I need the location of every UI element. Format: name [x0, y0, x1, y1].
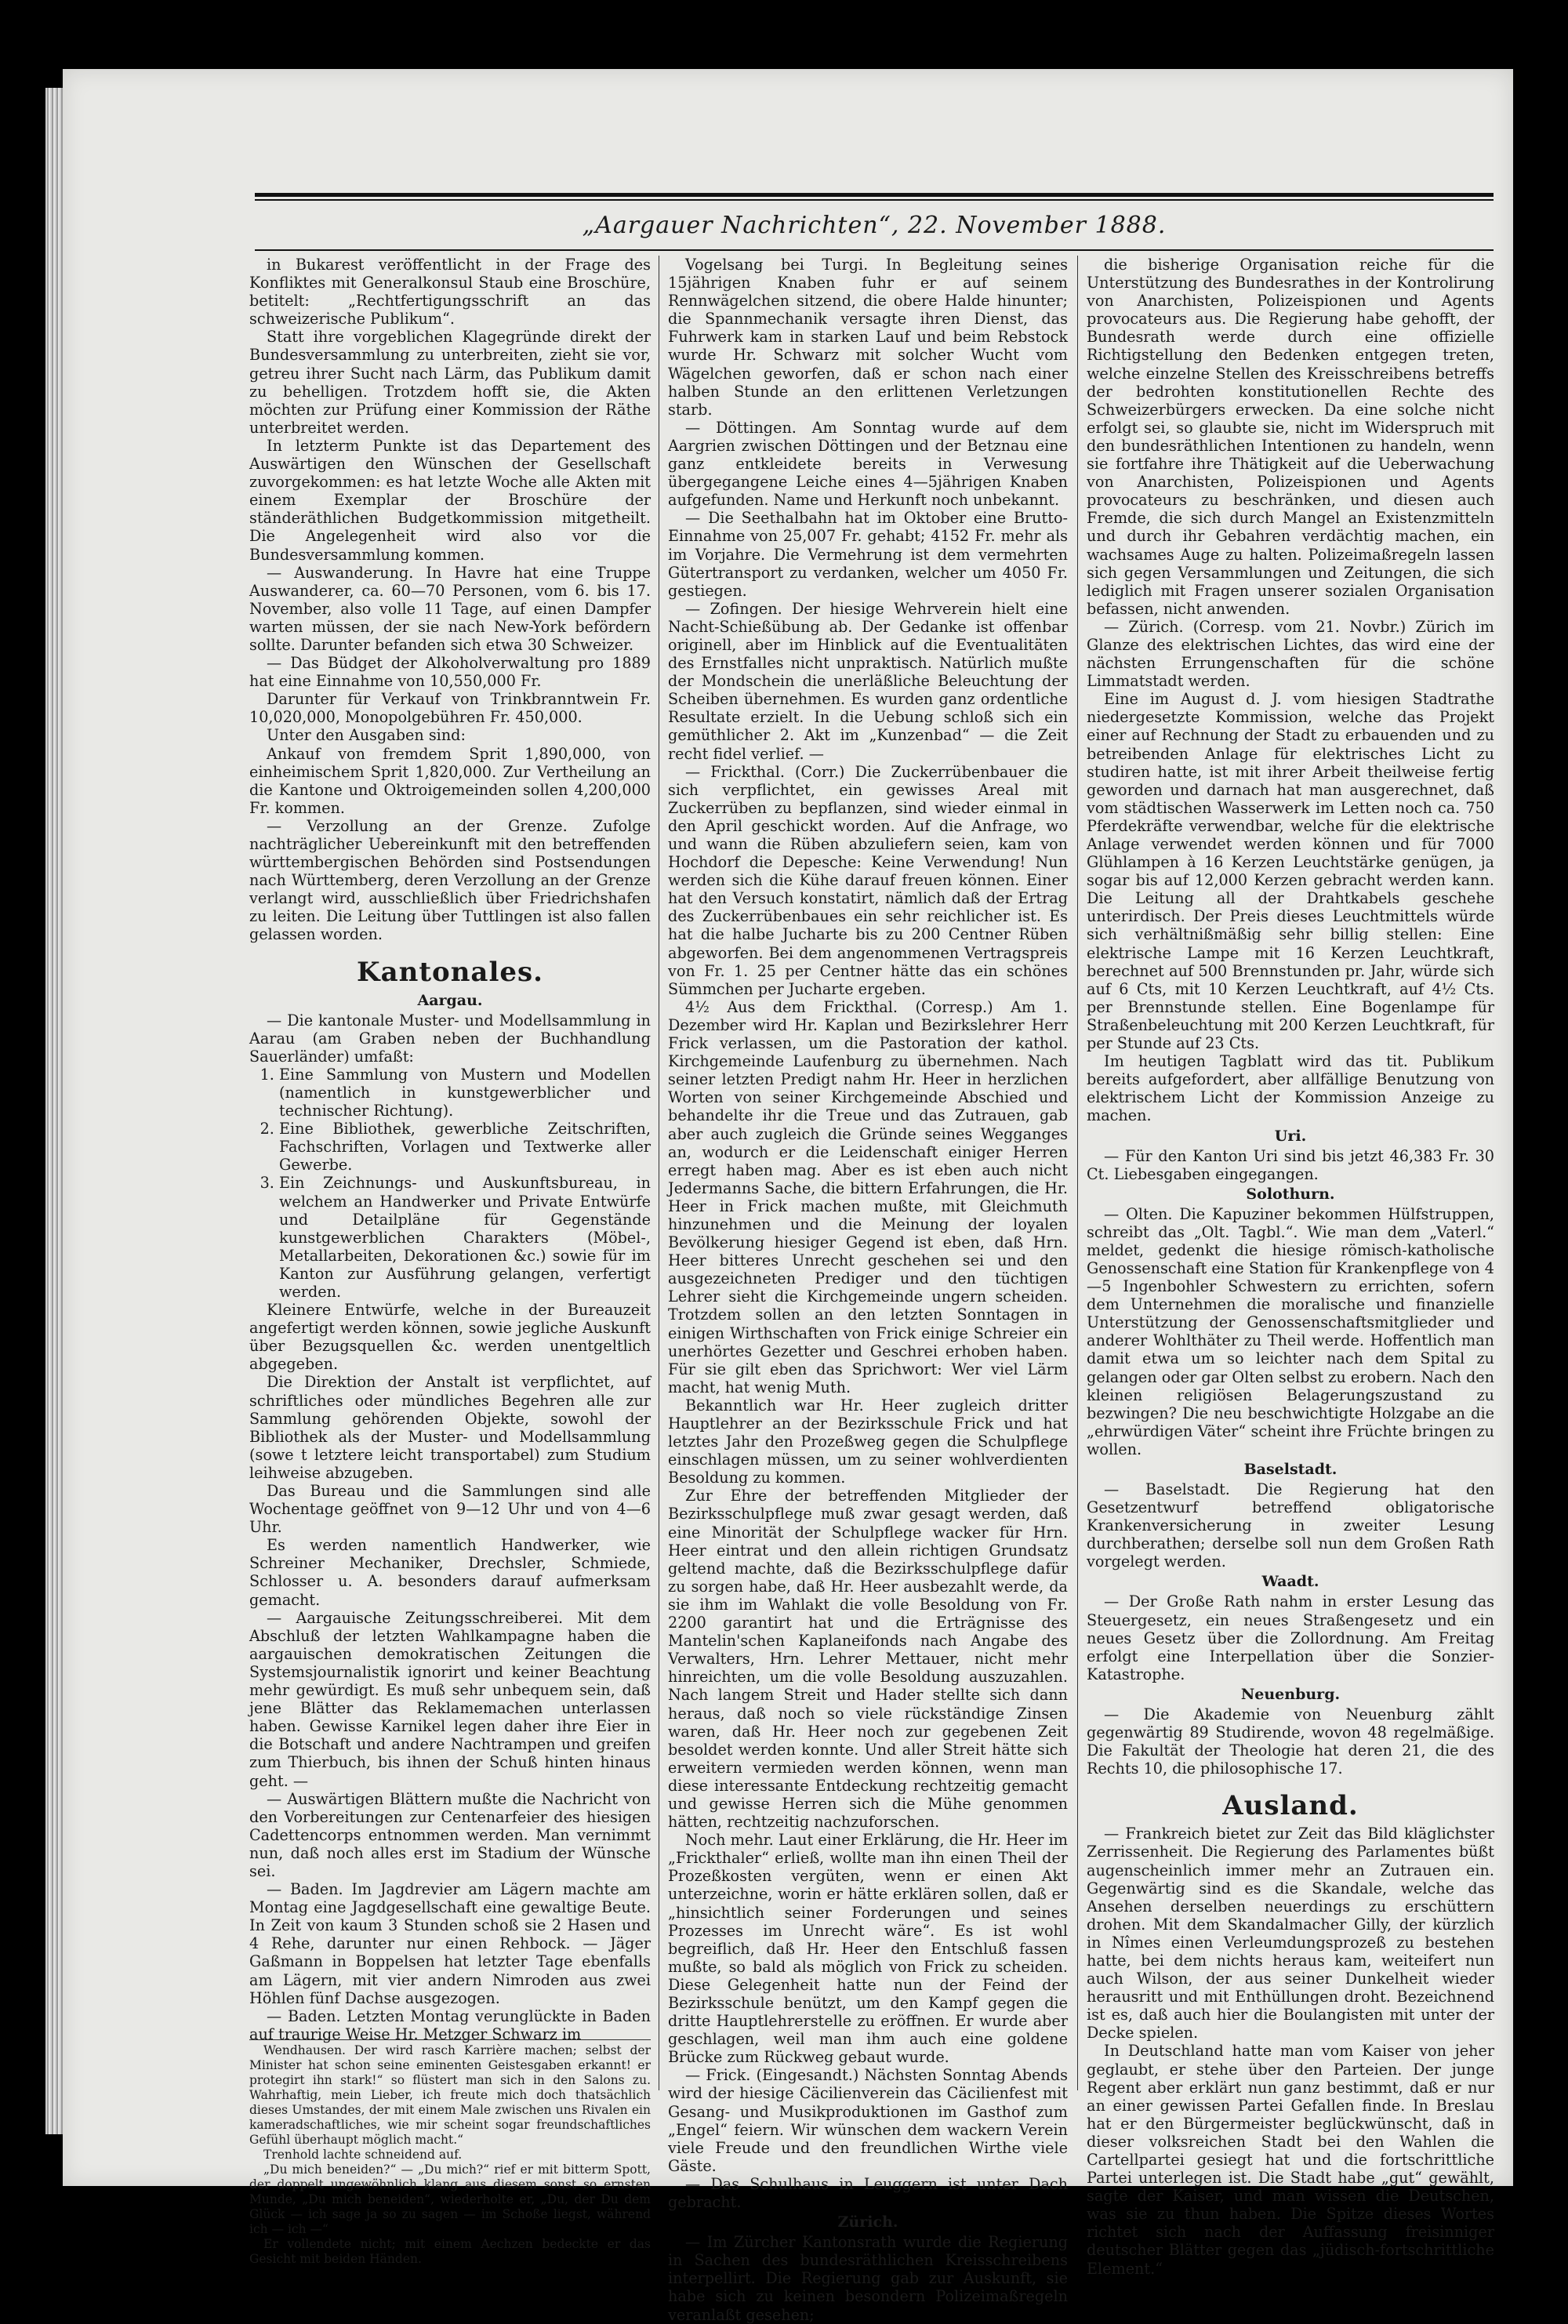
column-1 — [249, 256, 651, 2043]
article-paragraph: — Die kantonale Muster- und Modellsammlung in Aarau (am Graben neben der Buchhandlung Sauerländer) umfaßt: — [249, 1011, 651, 1066]
feuilleton — [249, 2043, 651, 2266]
article-paragraph: — Das Büdget der Alkoholverwaltung pro 1889 hat eine Einnahme von 10,550,000 Fr. — [249, 654, 651, 691]
masthead-rule-bottom — [255, 249, 1494, 251]
article-paragraph: — Olten. Die Kapuziner bekommen Hülfstruppen, schreibt das „Olt. Tagbl.“. Wie man dem „Vaterl.“ meldet, gedenkt die hiesige römisch-katholische Genossenschaft eine Station für Krankenpflege von 4—5 Ingenbohler Schwestern zu errichten, sofern dem Unternehmen die moralische und finanzielle Unterstützung der Genossenschaftsmitglieder und anderer Wohlthäter zu Theil werde. Hoffentlich man damit etwa um so leichter nach dem Spital zu gelangen oder gar Olten selbst zu erobern. Nach den kleinen religiösen Belagerungszustand zu bezwingen? Die neu beschwichtigte Holzgabe an die „ehrwürdigen Väter“ scheint ihre Früchte bringen zu wollen. — [1087, 1204, 1494, 1458]
feuilleton-paragraph: „Du mich beneiden?“ — „Du mich?“ rief er mit bitterm Spott, der doppelt ungewöhnlich klang aus diesem sonst so ernsten Munde, „Du mich beneiden“, wiederholte er, „Du, der Du dem Glück — ich sage ja so zu sagen — im Schoße liegst, während ich — ich —“ — [249, 2162, 651, 2236]
article-paragraph: — Das Schulhaus in Leuggern ist unter Dach gebracht. — [668, 2174, 1068, 2212]
list-item: 3. Ein Zeichnungs- und Auskunftsbureau, in welchem an Handwerker und Private Entwürfe und Detailpläne für Gegenstände kunstgewerblichen Charakters (Möbel-, Metallarbeiten, Dekorationen &c.) sowie für im Kanton zur Ausführung gelangen, verfertigt werden. — [279, 1174, 651, 1301]
article-paragraph: — Döttingen. Am Sonntag wurde auf dem Aargrien zwischen Döttingen und der Betznau eine ganz entkleidete bereits in Verwesung übergegangene Leiche eines 4—5jährigen Knaben aufgefunden. Name und Herkunft noch unbekannt. — [668, 418, 1068, 510]
article-paragraph: in Bukarest veröffentlicht in der Frage des Konfliktes mit Generalkonsul Staub eine Broschüre, betitelt: „Rechtfertigungsschrift an das schweizerische Publikum“. — [249, 256, 651, 329]
article-paragraph: — Frankreich bietet zur Zeit das Bild kläglichster Zerrissenheit. Die Regierung des Parlamentes büßt augenscheinlich immer mehr an Zutrauen ein. Gegenwärtig sind es die Skandale, welche das Ansehen derselben neuerdings zu erschüttern drohen. Mit dem Skandalmacher Gilly, der kürzlich in Nîmes einen Verleumdungsprozeß zu bestehen hatte, bei dem nichts heraus kam, weiteifert nun auch Wilson, der aus seiner Dunkelheit wieder herausritt und mit Enthüllungen droht. Bezeichnend ist es, daß auch hier die Boulangisten mit unter der Decke spielen. — [1087, 1825, 1494, 2043]
article-paragraph: — Frickthal. (Corr.) Die Zuckerrübenbauer die sich verpflichtet, ein gewisses Areal mit Zuckerrüben zu bepflanzen, sind wieder einmal in den April geschickt worden. Auf die Anfrage, wo und wann die Rüben abzuliefern seien, kam von Hochdorf die Depesche: Keine Verwendung! Nun werden sich die Kühe darauf freuen können. Einer hat den Versuch konstatirt, nämlich daß der Ertrag des Zuckerrübenbaues ein sehr reichlicher ist. Es hat die halbe Jucharte bis zu 200 Centner Rüben abgeworfen. Bei dem angenommenen Vertragspreis von Fr. 1. 25 per Centner hätte das ein schönes Sümmchen per Jucharte ergeben. — [668, 762, 1068, 998]
article-paragraph: Unter den Ausgaben sind: — [267, 726, 466, 745]
article-paragraph: — Baden. Im Jagdrevier am Lägern machte am Montag eine Jagdgesellschaft eine gewaltige Beute. In Zeit von kaum 3 Stunden schoß sie 2 Hasen und 4 Rehe, darunter nur einen Rehbock. — Jäger Gaßmann in Boppelsen hat letzter Tage ebenfalls am Lägern, mit vier andern Nimroden aus zwei Höhlen fünf Dachse ausgezogen. — [249, 1880, 651, 2007]
subheading-waadt: Waadt. — [1261, 1573, 1319, 1591]
column-2 — [668, 256, 1068, 2324]
section-heading-ausland: Ausland. — [1222, 1790, 1359, 1822]
subheading-neuenburg: Neuenburg. — [1240, 1685, 1341, 1703]
article-paragraph: 4½ Aus dem Frickthal. (Corresp.) Am 1. Dezember wird Hr. Kaplan und Bezirkslehrer Herr Frick verlassen, um die Pastoration der kathol. Kirchgemeinde Laufenburg zu übernehmen. Nach seiner letzten Predigt nahm Hr. Heer in herzlichen Worten von seiner Kirchgemeinde Abschied und behandelte ihr die Treue und das Zutrauen, gab aber auch zugleich die Gründe seines Wegganges an, wodurch er die Leidenschaft einiger Herren erregt haben mag. Aber es ist eben auch nicht Jedermanns Sache, die bittern Erfahrungen, die Hr. Heer in Frick machen mußte, mit Gleichmuth hinzunehmen und die Meinung der loyalen Bevölkerung hiesiger Gegend ist eben, daß Hrn. Heer bitteres Unrecht geschehen sei und den ausgezeichneten Prediger und den tüchtigen Lehrer sieht die Kirchgemeinde ungern scheiden. Trotzdem sollen an den letzten Sonntagen in einigen Wirthschaften von Frick einige Schreier ein unerhörtes Gezetter und Geschrei erhoben haben. Für sie gilt eben das Sprichwort: Wer viel Lärm macht, hat wenig Muth. — [668, 997, 1068, 1396]
feuilleton-paragraph: Trenhold lachte schneidend auf. — [263, 2148, 463, 2162]
list-item: 2. Eine Bibliothek, gewerbliche Zeitschriften, Fachschriften, Vorlagen und Textwerke aller Gewerbe. — [279, 1120, 651, 1174]
feuilleton-paragraph: Er vollendete nicht; mit einem Aechzen bedeckte er das Gesicht mit beiden Händen. — [249, 2237, 651, 2266]
numbered-list — [249, 1066, 651, 1301]
article-paragraph: Ankauf von fremdem Sprit 1,890,000, von einheimischem Sprit 1,820,000. Zur Vertheilung an die Kantone und Oktroigemeinden sollen 4,200,000 Fr. kommen. — [249, 744, 651, 817]
column-divider — [1077, 256, 1078, 2090]
subheading-aargau: Aargau. — [417, 991, 483, 1009]
article-paragraph: — Frick. (Eingesandt.) Nächsten Sonntag Abends wird der hiesige Cäcilienverein das Cäcilienfest mit Gesang- und Musikproduktionen im Gasthof zum „Engel“ feiern. Wir wünschen dem wackern Verein viele Freude und den freundlichen Wirthe viele Gäste. — [668, 2066, 1068, 2175]
article-paragraph: Vogelsang bei Turgi. In Begleitung seines 15jährigen Knaben fuhr er auf seinem Rennwägelchen sitzend, die obere Halde hinunter; die Spannmechanik versagte ihren Dienst, das Fuhrwerk kam in starken Lauf und beim Rebstock wurde Hr. Schwarz mit solcher Wucht vom Wägelchen geworfen, daß er schon nach einer halben Stunde an den erlittenen Verletzungen starb. — [668, 256, 1068, 419]
article-paragraph: Eine im August d. J. vom hiesigen Stadtrathe niedergesetzte Kommission, welche das Projekt einer auf Rechnung der Stadt zu erbauenden und zu betreibenden Anlage für elektrisches Licht zu studiren hatte, ist mit ihrer Arbeit theilweise fertig geworden und darnach hat man ausgerechnet, daß vom städtischen Wasserwerk im Letten noch ca. 750 Pferdekräfte verwendbar, welche für die elektrische Anlage verwendet werden können und für 7000 Glühlampen à 16 Kerzen Leuchtstärke genügen, ja sogar bis auf 12,000 Kerzen gebracht werden kann. Die Leitung all der Drahtkabels geschehe unterirdisch. Der Preis dieses Leuchtmittels würde sich verhältnißmäßig sehr billig stellen: Eine elektrische Lampe mit 16 Kerzen Leuchtkraft, berechnet auf 500 Brennstunden pr. Jahr, würde sich auf 6 Cts, mit 10 Kerzen Leuchtkraft, auf 4½ Cts. per Brennstunde stellen. Eine Bogenlampe für Straßenbeleuchtung mit 200 Kerzen Leuchtkraft, für per Stunde auf 23 Cts. — [1087, 690, 1494, 1053]
article-paragraph: die bisherige Organisation reiche für die Unterstützung des Bundesrathes in der Kontrolirung von Anarchisten, Polizeispionen und Agents provocateurs aus. Die Regierung habe gehofft, der Bundesrath werde durch eine offizielle Richtigstellung den Bedenken entgegen treten, welche einzelne Stellen des Kreisschreibens betreffs der bedrohten konstitutionellen Rechte des Schweizerbürgers erwecken. Da eine solche nicht erfolgt sei, so glaubte sie, nicht im Widerspruch mit den bundesräthlichen Intentionen zu handeln, wenn sie fortfahre ihre Thätigkeit auf die Ueberwachung von Anarchisten, Polizeispionen und Agents provocateurs zu beschränken, und diesen auch Fremde, die sich durch Mangel an Existenzmitteln und durch ihr Gebahren verdächtig machen, ein wachsames Auge zu halten. Polizeimaßregeln lassen sich gegen Versammlungen und Zeitungen, die sich lediglich mit Fragen unserer sozialen Organisation befassen, nicht anwenden. — [1087, 256, 1494, 618]
article-paragraph: — Die Akademie von Neuenburg zählt gegenwärtig 89 Studirende, wovon 48 regelmäßige. Die Fakultät der Theologie hat deren 21, die des Rechts 10, die philosophische 17. — [1087, 1705, 1494, 1778]
article-paragraph: — Für den Kanton Uri sind bis jetzt 46,383 Fr. 30 Ct. Liebesgaben eingegangen. — [1087, 1146, 1494, 1183]
article-paragraph: Darunter für Verkauf von Trinkbranntwein Fr. 10,020,000, Monopolgebühren Fr. 450,000. — [249, 690, 651, 727]
article-paragraph: Im heutigen Tagblatt wird das tit. Publikum bereits aufgefordert, aber allfällige Benutzung von elektrischem Licht der Kommission Anzeige zu machen. — [1087, 1052, 1494, 1125]
article-paragraph: — Verzollung an der Grenze. Zufolge nachträglicher Uebereinkunft mit den betreffenden württembergischen Behörden sind Postsendungen nach Württemberg, deren Verzollung an der Grenze verlangt wird, ausschließlich über Friedrichshafen zu leiten. Die Leitung über Tuttlingen ist also fallen gelassen worden. — [249, 816, 651, 944]
section-heading-kantonales: Kantonales. — [357, 956, 543, 988]
article-paragraph: Das Bureau und die Sammlungen sind alle Wochentage geöffnet von 9—12 Uhr und von 4—6 Uhr. — [249, 1482, 651, 1537]
subheading-zuerich: Zürich. — [837, 2213, 898, 2231]
article-paragraph: — Auswärtigen Blättern mußte die Nachricht von den Vorbereitungen zur Centenarfeier des hiesigen Cadettencorps entnommen werden. Man vernimmt nun, daß noch alles erst im Stadium der Wünsche sei. — [249, 1789, 651, 1880]
article-paragraph: — Der Große Rath nahm in erster Lesung das Steuergesetz, ein neues Straßengesetz und ein neues Gesetz über die Zollordnung. Am Freitag erfolgt eine Interpellation über die Sonzier-Katastrophe. — [1087, 1592, 1494, 1683]
article-paragraph: Bekanntlich war Hr. Heer zugleich dritter Hauptlehrer an der Bezirksschule Frick und hat letztes Jahr den Prozeßweg gegen die Schulpflege einschlagen müssen, um zu seiner wohlverdienten Besoldung zu kommen. — [668, 1396, 1068, 1487]
feuilleton-rule — [249, 2039, 651, 2040]
article-paragraph: In letzterm Punkte ist das Departement des Auswärtigen den Wünschen der Gesellschaft zuvorgekommen: es hat letzte Woche alle Akten mit einem Exemplar der Broschüre der ständeräthlichen Budgetkommission mitgetheilt. Die Angelegenheit wird also vor die Bundesversammlung kommen. — [249, 436, 651, 564]
article-paragraph: — Auswanderung. In Havre hat eine Truppe Auswanderer, ca. 60—70 Personen, vom 6. bis 17. November, also volle 11 Tage, auf einen Dampfer warten müssen, der sie nach New-York befördern sollte. Darunter befanden sich etwa 30 Schweizer. — [249, 563, 651, 654]
article-paragraph: — Baden. Letzten Montag verunglückte in Baden auf traurige Weise Hr. Metzger Schwarz im — [249, 2006, 651, 2043]
subheading-uri: Uri. — [1274, 1127, 1307, 1145]
feuilleton-paragraph: Wendhausen. Der wird rasch Karrière machen; selbst der Minister hat schon seine eminenten Geistesgaben erkannt! er protegirt ihn stark!“ so flüstert man sich in den Salons zu. Wahrhaftig, mein Lieber, ich freute mich doch thatsächlich dieses Umstandes, der mit einem Male zwischen uns Rivalen ein kameradschaftliches, wie mir scheint sogar freundschaftliches Gefühl überhaupt möglich macht.“ — [249, 2043, 651, 2147]
article-paragraph: In Deutschland hatte man vom Kaiser von jeher geglaubt, er stehe über den Parteien. Der junge Regent aber erklärt nun ganz bestimmt, daß er nur an einer gewissen Partei Gefallen finde. In Breslau hat er den Bürgermeister beglückwünscht, daß in dieser volksreichen Stadt bei den Wahlen die Cartellpartei gesiegt hat und die fortschrittliche Partei unterlegen ist. Die Stadt habe „gut“ gewählt, sagte der Kaiser, und man wissen die Deutschen, was sie zu thun haben. Die Spitze dieses Wortes richtet sich nach der Auffassung freisinniger deutscher Blätter gegen das „jüdisch-fortschrittliche Element.“ — [1087, 2042, 1494, 2278]
list-item: 1. Eine Sammlung von Mustern und Modellen (namentlich in kunstgewerblicher und technischer Richtung). — [279, 1066, 651, 1120]
column-3 — [1087, 256, 1494, 2278]
masthead: „Aargauer Nachrichten“, 22. November 1888. — [582, 211, 1167, 239]
subheading-baselstadt: Baselstadt. — [1243, 1461, 1338, 1478]
article-paragraph: — Baselstadt. Die Regierung hat den Gesetzentwurf betreffend obligatorische Krankenversicherung in zweiter Lesung durchberathen; derselbe soll nun dem Großen Rath vorgelegt werden. — [1087, 1480, 1494, 1571]
article-paragraph: Es werden namentlich Handwerker, wie Schreiner Mechaniker, Drechsler, Schmiede, Schlosser u. A. besonders darauf aufmerksam gemacht. — [249, 1536, 651, 1609]
article-paragraph: Kleinere Entwürfe, welche in der Bureauzeit angefertigt werden können, sowie jegliche Auskunft über Bezugsquellen &c. werden unentgeltlich abgegeben. — [249, 1301, 651, 1374]
article-paragraph: Zur Ehre der betreffenden Mitglieder der Bezirksschulpflege muß zwar gesagt werden, daß eine Minorität der Schulpflege wacker für Hrn. Heer eintrat und den allein richtigen Grundsatz geltend machte, daß die Bezirksschulpflege dafür zu sorgen habe, daß Hr. Heer ausbezahlt werde, da sie ihm im Wahlakt die volle Besoldung von Fr. 2200 garantirt hat und die Erträgnisse des Mantelin'schen Kaplaneifonds nach Angabe des Verwalters, Hrn. Lehrer Mettauer, nicht mehr hinreichten, um die volle Besoldung auszuzahlen. Nach langem Streit und Hader stellte sich dann heraus, daß noch so viele rückständige Zinsen waren, daß Hr. Heer noch zur gegebenen Zeit besoldet werden konnte. Und aller Streit hätte sich erweitern vermieden werden können, wenn man diese interessante Entdeckung rechtzeitig gemacht und gewisse Herren sich die Mühe genommen hätten, rechtzeitig nachzuforschen. — [668, 1487, 1068, 1832]
article-paragraph: — Im Zürcher Kantonsrath wurde die Regierung in Sachen des bundesräthlichen Kreisschreibens interpellirt. Die Regierung gab zur Auskunft, sie habe sich zu keinen besondern Polizeimaßregeln veranlaßt gesehen; — [668, 2233, 1068, 2324]
article-paragraph: — Aargauische Zeitungsschreiberei. Mit dem Abschluß der letzten Wahlkampagne haben die aargauischen demokratischen Zeitungen die Systemsjournalistik ignorirt und keiner Beachtung mehr gewürdigt. Es muß sehr unbequem sein, daß jene Blätter das Reklamemachen unterlassen haben. Gewisse Karnikel legen daher ihre Eier in die Botschaft und andere Nachtrampen und greifen zum Thierbuch, bis ihnen der Schuß hinten hinaus geht. — — [249, 1608, 651, 1790]
article-paragraph: Statt ihre vorgeblichen Klagegründe direkt der Bundesversammlung zu unterbreiten, zieht sie vor, getreu ihrer Sucht nach Lärm, das Publikum damit zu behelligen. Trotzdem hofft sie, die Akten möchten zur Prüfung einer Kommission der Räthe unterbreitet werden. — [249, 328, 651, 437]
subheading-solothurn: Solothurn. — [1246, 1185, 1335, 1203]
article-paragraph: — Die Seethalbahn hat im Oktober eine Brutto-Einnahme von 25,007 Fr. gehabt; 4152 Fr. mehr als im Vorjahre. Die Vermehrung ist dem vermehrten Gütertransport zu verdanken, welcher um 4050 Fr. gestiegen. — [668, 509, 1068, 600]
article-paragraph: Die Direktion der Anstalt ist verpflichtet, auf schriftliches oder mündliches Begehren alle zur Sammlung gehörenden Objekte, sowohl der Bibliothek als der Muster- und Modellsammlung (sowe t letztere leicht transportabel) zum Studium leihweise abzugeben. — [249, 1373, 651, 1482]
article-paragraph: — Zürich. (Corresp. vom 21. Novbr.) Zürich im Glanze des elektrischen Lichtes, das wird eine der nächsten Errungenschaften für die schöne Limmatstadt werden. — [1087, 617, 1494, 691]
masthead-rule-top — [255, 193, 1494, 201]
article-paragraph: Noch mehr. Laut einer Erklärung, die Hr. Heer im „Frickthaler“ erließ, wollte man ihn einen Theil der Prozeßkosten vergüten, wenn er einen Akt unterzeichne, worin er hätte erklären sollen, daß er „hinsichtlich seiner Forderungen und seines Prozesses im Unrecht wäre“. Es ist wohl begreiflich, daß Hr. Heer den Entschluß fassen mußte, so bald als möglich von Frick zu scheiden. Diese Gelegenheit hatte nun der Feind der Bezirksschule benützt, um den Kampf gegen die dritte Hauptlehrerstelle zu eröffnen. Er wurde aber geschlagen, weil man ihm auch eine goldene Brücke zum Rückweg gebaut wurde. — [668, 1831, 1068, 2067]
article-paragraph: — Zofingen. Der hiesige Wehrverein hielt eine Nacht-Schießübung ab. Der Gedanke ist offenbar originell, aber im Hinblick auf die Eventualitäten des Ernstfalles nicht unpraktisch. Natürlich mußte der Mondschein die unerläßliche Beleuchtung der Scheiben übernehmen. Es wurden ganz ordentliche Resultate erzielt. In die Uebung schloß sich ein gemüthlicher 2. Akt im „Kunzenbad“ — die Zeit recht fidel verlief. — — [668, 599, 1068, 763]
